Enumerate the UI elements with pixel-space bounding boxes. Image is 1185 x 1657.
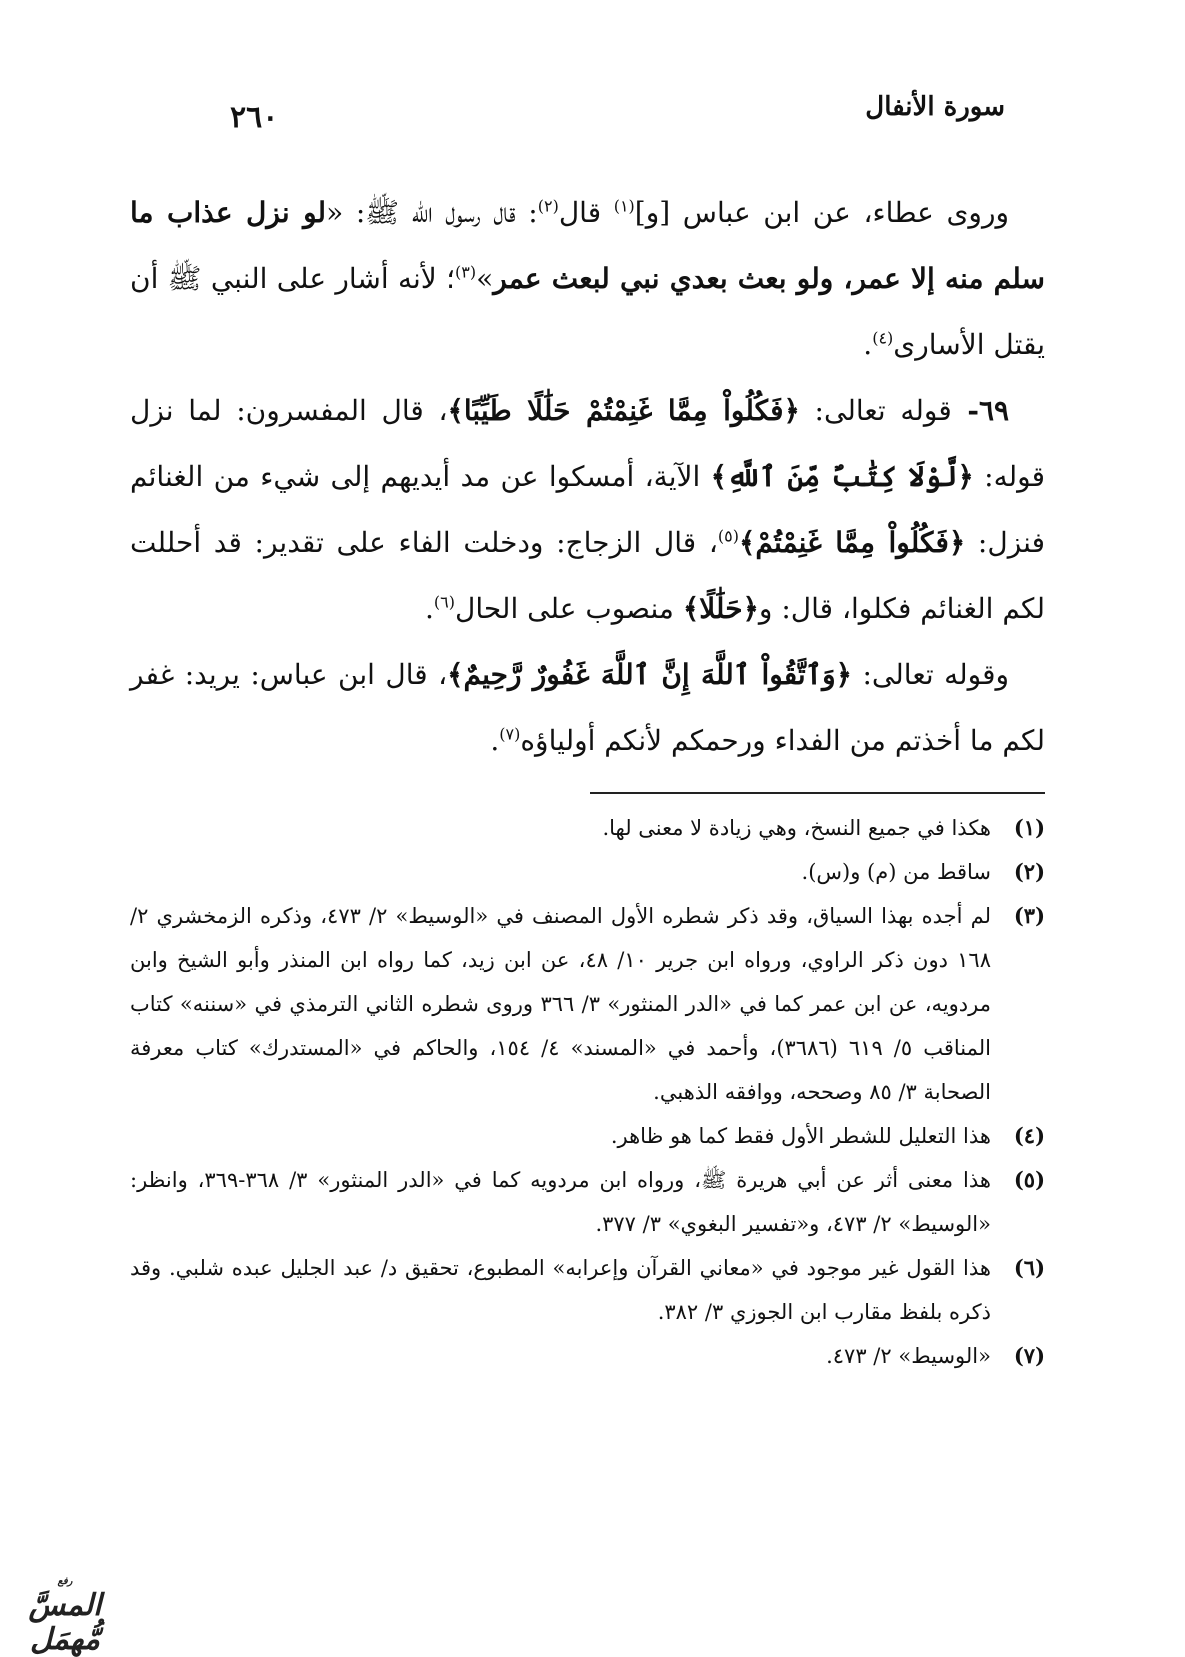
footnote-number: (٣) [1013,903,1045,928]
footnote-item [130,806,1045,850]
page-number: ٢٦٠ [230,100,279,135]
footnote-number: (٢) [1013,859,1045,884]
watermark-logo [10,1575,120,1657]
footnote-number: (٥) [1013,1167,1045,1192]
footnote-item [130,1158,1045,1246]
footnote-item [130,1114,1045,1158]
footnote-item [130,894,1045,1114]
footnote-ref-7[interactable]: (٧) [499,724,521,744]
watermark-main: المسَّ مُّهمَل [28,1588,102,1657]
hadith-text: لو نزل عذاب ما سلم منه إلا عمر، ولو بعث بعدي نبي لبعث عمر [130,196,1045,295]
footnote-item [130,1246,1045,1334]
surah-title: سورة الأنفال [865,92,1005,122]
quran-quote: ﴿فَكُلُواْ مِمَّا غَنِمْتُمْ﴾ [738,526,966,559]
footnote-text: هذا التعليل للشطر الأول فقط كما هو ظاهر. [610,1124,991,1148]
paragraph-3: وقوله تعالى: ﴿وَٱتَّقُواْ ٱللَّهَ إِنَّ ٱللَّهَ غَفُورٌ رَّحِيمٌ﴾، قال ابن عباس: يريد: غفر لكم ما أخذتم من الفداء ورحمكم لأنكم أولياؤه$^{(٧)}$. [130,658,1045,757]
footnote-text: هكذا في جميع النسخ، وهي زيادة لا معنى لها. [602,816,991,840]
footnote-text: «الوسيط» ٢/ ٤٧٣. [826,1344,991,1368]
footnote-ref-6[interactable]: (٦) [433,592,455,612]
footnote-number: (١) [1013,815,1045,840]
footnote-text: هذا القول غير موجود في «معاني القرآن وإعرابه» المطبوع، تحقيق د/ عبد الجليل عبده شلبي. وقد ذكره بلفظ مقارب ابن الجوزي ٣/ ٣٨٢. [130,1256,991,1324]
footnote-number: (٦) [1013,1255,1045,1280]
main-text [130,180,1045,774]
footnote-text: ساقط من (م) و(س). [801,860,991,884]
quran-quote: ﴿فَكُلُواْ مِمَّا غَنِمْتُمْ حَلَٰلًا طَيِّبًا﴾ [447,394,800,427]
footnote-ref-1[interactable]: (١) [613,196,635,216]
footnote-divider [590,792,1045,794]
paragraph-1: وروى عطاء، عن ابن عباس [و]$^{(١)}$ قال$^{(٢)}$: قال رسول الله ﷺ: «لو نزل عذاب ما سلم منه إلا عمر، ولو بعث بعدي نبي لبعث عمر»$^{(٣)}$؛ لأنه أشار على النبي ﷺ أن يقتل الأسارى$^{(٤)}$. [130,196,1045,361]
footnotes [130,806,1045,1378]
footnote-ref-5[interactable]: (٥) [717,526,739,546]
footnote-item [130,1334,1045,1378]
footnote-text: لم أجده بهذا السياق، وقد ذكر شطره الأول المصنف في «الوسيط» ٢/ ٤٧٣، وذكره الزمخشري ٢/ ١٦٨ دون ذكر الراوي، ورواه ابن جرير ١٠/ ٤٨، عن ابن زيد، كما رواه ابن المنذر وأبو الشيخ وابن مردويه، عن ابن عمر كما في «الدر المنثور» ٣/ ٣٦٦ وروى شطره الثاني الترمذي في «سننه» كتاب المناقب ٥/ ٦١٩ (٣٦٨٦)، وأحمد في «المسند» ٤/ ١٥٤، والحاكم في «المستدرك» كتاب معرفة الصحابة ٣/ ٨٥ وصححه، ووافقه الذهبي. [130,904,992,1104]
watermark-sub: رفع [57,1576,73,1587]
page-header [230,92,1005,142]
footnote-number: (٤) [1013,1123,1045,1148]
footnote-text: هذا معنى أثر عن أبي هريرة ﷺ، ورواه ابن مردويه كما في «الدر المنثور» ٣/ ٣٦٨-٣٦٩، وانظر: «الوسيط» ٢/ ٤٧٣، و«تفسير البغوي» ٣/ ٣٧٧. [130,1168,991,1236]
footnote-item [130,850,1045,894]
paragraph-2: ٦٩- قوله تعالى: ﴿فَكُلُواْ مِمَّا غَنِمْتُمْ حَلَٰلًا طَيِّبًا﴾، قال المفسرون: لما نزل قوله: ﴿لَّوْلَا كِتَٰبٌ مِّنَ ٱللَّهِ﴾ الآية، أمسكوا عن مد أيديهم إلى شيء من الغنائم فنزل: ﴿فَكُلُواْ مِمَّا غَنِمْتُمْ﴾$^{(٥)}$، قال الزجاج: ودخلت الفاء على تقدير: قد أحللت لكم الغنائم فكلوا، قال: و﴿حَلَٰلًا﴾ منصوب على الحال$^{(٦)}$. [130,394,1045,625]
footnote-ref-2[interactable]: (٢) [537,196,559,216]
quran-quote: ﴿وَٱتَّقُواْ ٱللَّهَ إِنَّ ٱللَّهَ غَفُورٌ رَّحِيمٌ﴾ [447,658,853,691]
footnote-ref-4[interactable]: (٤) [872,328,894,348]
verse-number: ٦٩- [951,394,1010,427]
quran-quote: ﴿لَّوْلَا كِتَٰبٌ مِّنَ ٱللَّهِ﴾ [710,460,974,493]
footnote-ref-3[interactable]: (٣) [455,262,477,282]
footnote-number: (٧) [1013,1343,1045,1368]
quran-quote: ﴿حَلَٰلًا﴾ [682,592,759,625]
